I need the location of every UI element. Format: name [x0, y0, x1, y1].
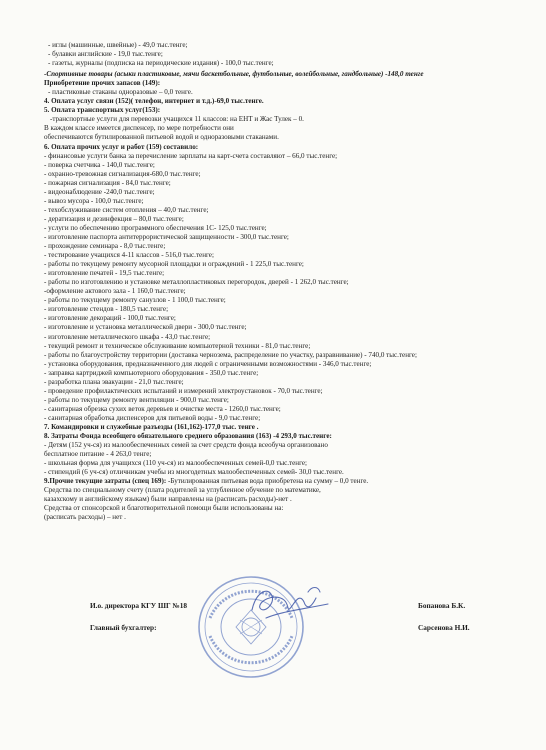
report-line: - газеты, журналы (подписка на периодические издания) - 100,0 тыс.тенге;	[48, 59, 274, 68]
report-line: - стипендий (6 уч-ся) отличникам учебы из многодетных малообеспеченных семей- 30,0 тыс.тенге.	[44, 468, 344, 477]
report-line: 7. Командировки и служебные разъезды (161,162)-177,0 тыс. тенге .	[44, 422, 259, 431]
report-line: - видеонаблюдение -240,0 тыс.тенге;	[44, 187, 155, 196]
report-line: - работы по текущему ремонту санузлов - 1 100,0 тыс.тенге;	[44, 296, 226, 305]
report-line: - работы по текущему ремонту мусорной площадки и ограждений - 1 225,0 тыс.тенге;	[44, 260, 304, 269]
report-line: -оформление актового зала - 1 160,0 тыс.тенге;	[44, 287, 186, 296]
report-line: - услуги по обеспечению программного обеспечения 1С- 125,0 тыс.тенге;	[44, 223, 267, 232]
report-line: В каждом классе имеется диспенсер, по мере потребности они	[44, 124, 234, 133]
report-line: 6. Оплата прочих услуг и работ (159) составило:	[44, 142, 199, 151]
report-line: 9.Прочие текущие затраты (спец 169): -Бутилированная питьевая вода приобретена на сумму – 0,0 тенге.	[44, 477, 369, 486]
report-line: - санитарная обработка диспенсеров для питьевой воды - 9,0 тыс.тенге;	[44, 413, 261, 422]
report-line: -Спортивные товары (асыки пластиковые, мячи баскетбольные, футбольные, волейбольные, гандбольные) -148,0 тенге	[44, 70, 424, 79]
report-line: Средства от спонсорской и благотворительной помощи были использованы на:	[44, 504, 284, 513]
report-line: 4. Оплата услуг связи (152)( телефон, интернет и т.д.)-69,0 тыс.тенге.	[44, 97, 264, 106]
report-line: - иглы (машинные, швейные) - 49,0 тыс.тенге;	[48, 41, 188, 49]
report-line: - Детям (152 уч-ся) из малообеспеченных семей за счет средств фонда всеобуча организовано	[44, 441, 328, 450]
report-line: - тестирование учащихся 4-11 классов - 516,0 тыс.тенге;	[44, 251, 214, 260]
report-line: - охранно-тревожная сигнализация-680,0 тыс.тенге;	[44, 169, 201, 178]
accountant-label: Главный бухгалтер:	[90, 623, 157, 632]
report-line: 8. Затраты Фонда всеобщего обязательного среднего образования (163) -4 293,0 тыс.тенге:	[44, 432, 332, 441]
report-line: - пластиковые стаканы одноразовые – 0,0 тенге.	[48, 88, 193, 97]
report-line: - поверка счетчика - 140,0 тыс.тенге;	[44, 160, 155, 169]
report-line: - разработка плана эвакуации - 21,0 тыс.тенге;	[44, 377, 184, 386]
report-line: - санитарная обрезка сухих веток деревьев и очистке места - 1260,0 тыс.тенге;	[44, 404, 281, 413]
signature-block	[44, 601, 534, 645]
report-line: - изготовление металлического шкафа - 43,0 тыс.тенге;	[44, 332, 211, 341]
report-line: - изготовление печатей - 19,5 тыс.тенге;	[44, 269, 165, 278]
report-line: Средства по специальному счету (плата родителей за углубленное обучение по математике,	[44, 486, 321, 495]
report-line: - школьная форма для учащихся (110 уч-ся) из малообеспеченных семей-0,0 тыс.тенге;	[44, 459, 308, 468]
report-line: казахскому и английскому языкам) были направлены на (расписать расходы)-нет .	[44, 495, 292, 504]
report-line: - изготовление и установка металлической двери - 300,0 тыс.тенге;	[44, 323, 247, 332]
report-line: 5. Оплата транспортных услуг(153):	[44, 106, 161, 115]
report-line: - текущий ремонт и техническое обслуживание компьютерной техники - 81,0 тыс.тенге;	[44, 341, 311, 350]
report-line: Приобретение прочих запасов (149):	[44, 79, 161, 88]
report-line: - заправка картриджей компьютерного оборудования - 350,0 тыс.тенге;	[44, 368, 259, 377]
report-line: - прохождение семинара - 8,0 тыс.тенге;	[44, 242, 166, 251]
report-line: - булавки английские - 19,0 тыс.тенге;	[48, 50, 163, 59]
report-line: - установка оборудования, предназначенного для людей с ограниченными возможностями - 346,0 тыс.тенге;	[44, 359, 372, 368]
report-line: - изготовление стендов - 180,5 тыс.тенге;	[44, 305, 169, 314]
report-line: - изготовление декораций - 100,0 тыс.тенге;	[44, 314, 176, 323]
director-label: И.о. директора КГУ ШГ №18	[90, 601, 188, 610]
report-line: - проведение профилактических испытаний и измерений электроустановок - 70,0 тыс.тенге;	[44, 386, 323, 395]
report-line: - техобслуживание систем отопления – 40,0 тыс.тенге;	[44, 205, 209, 214]
report-line: - работы по текущему ремонту вентиляции - 900,0 тыс.тенге;	[44, 395, 229, 404]
report-line: (расписать расходы) – нет .	[44, 513, 126, 522]
report-line: бесплатное питание - 4 263,0 тенге;	[44, 450, 152, 459]
report-body	[44, 41, 534, 522]
report-line: - работы по изготовлению и установке металлопластиковых перегородок, дверей - 1 262,0 тыс.тенге;	[44, 278, 349, 287]
director-name: Бопанова Б.К.	[418, 601, 466, 610]
report-line: - работы по благоустройству территории (доставка чернозема, распределение по участку, разравнивание) - 740,0 тыс.тенге;	[44, 350, 417, 359]
report-line: - дератизация и дезинфекция – 80,0 тыс.тенге;	[44, 214, 184, 223]
report-line: - вывоз мусора - 100,0 тыс.тенге;	[44, 196, 144, 205]
report-line: -транспортные услуги для перевозки учащихся 11 классов: на ЕНТ и Жас Тулек – 0.	[50, 115, 304, 124]
report-line: - изготовление паспорта антитеррористической защищенности - 300,0 тыс.тенге;	[44, 232, 289, 241]
report-line: обеспечиваются бутилированной питьевой водой и одноразовыми стаканами.	[44, 133, 279, 142]
report-line: - пожарная сигнализация - 84,0 тыс.тенге;	[44, 178, 171, 187]
accountant-name: Сарсенова Н.И.	[418, 623, 470, 632]
report-line: - финансовые услуги банка за перечисление зарплаты на карт-счета составляют – 66,0 тыс.тенге;	[44, 151, 338, 160]
